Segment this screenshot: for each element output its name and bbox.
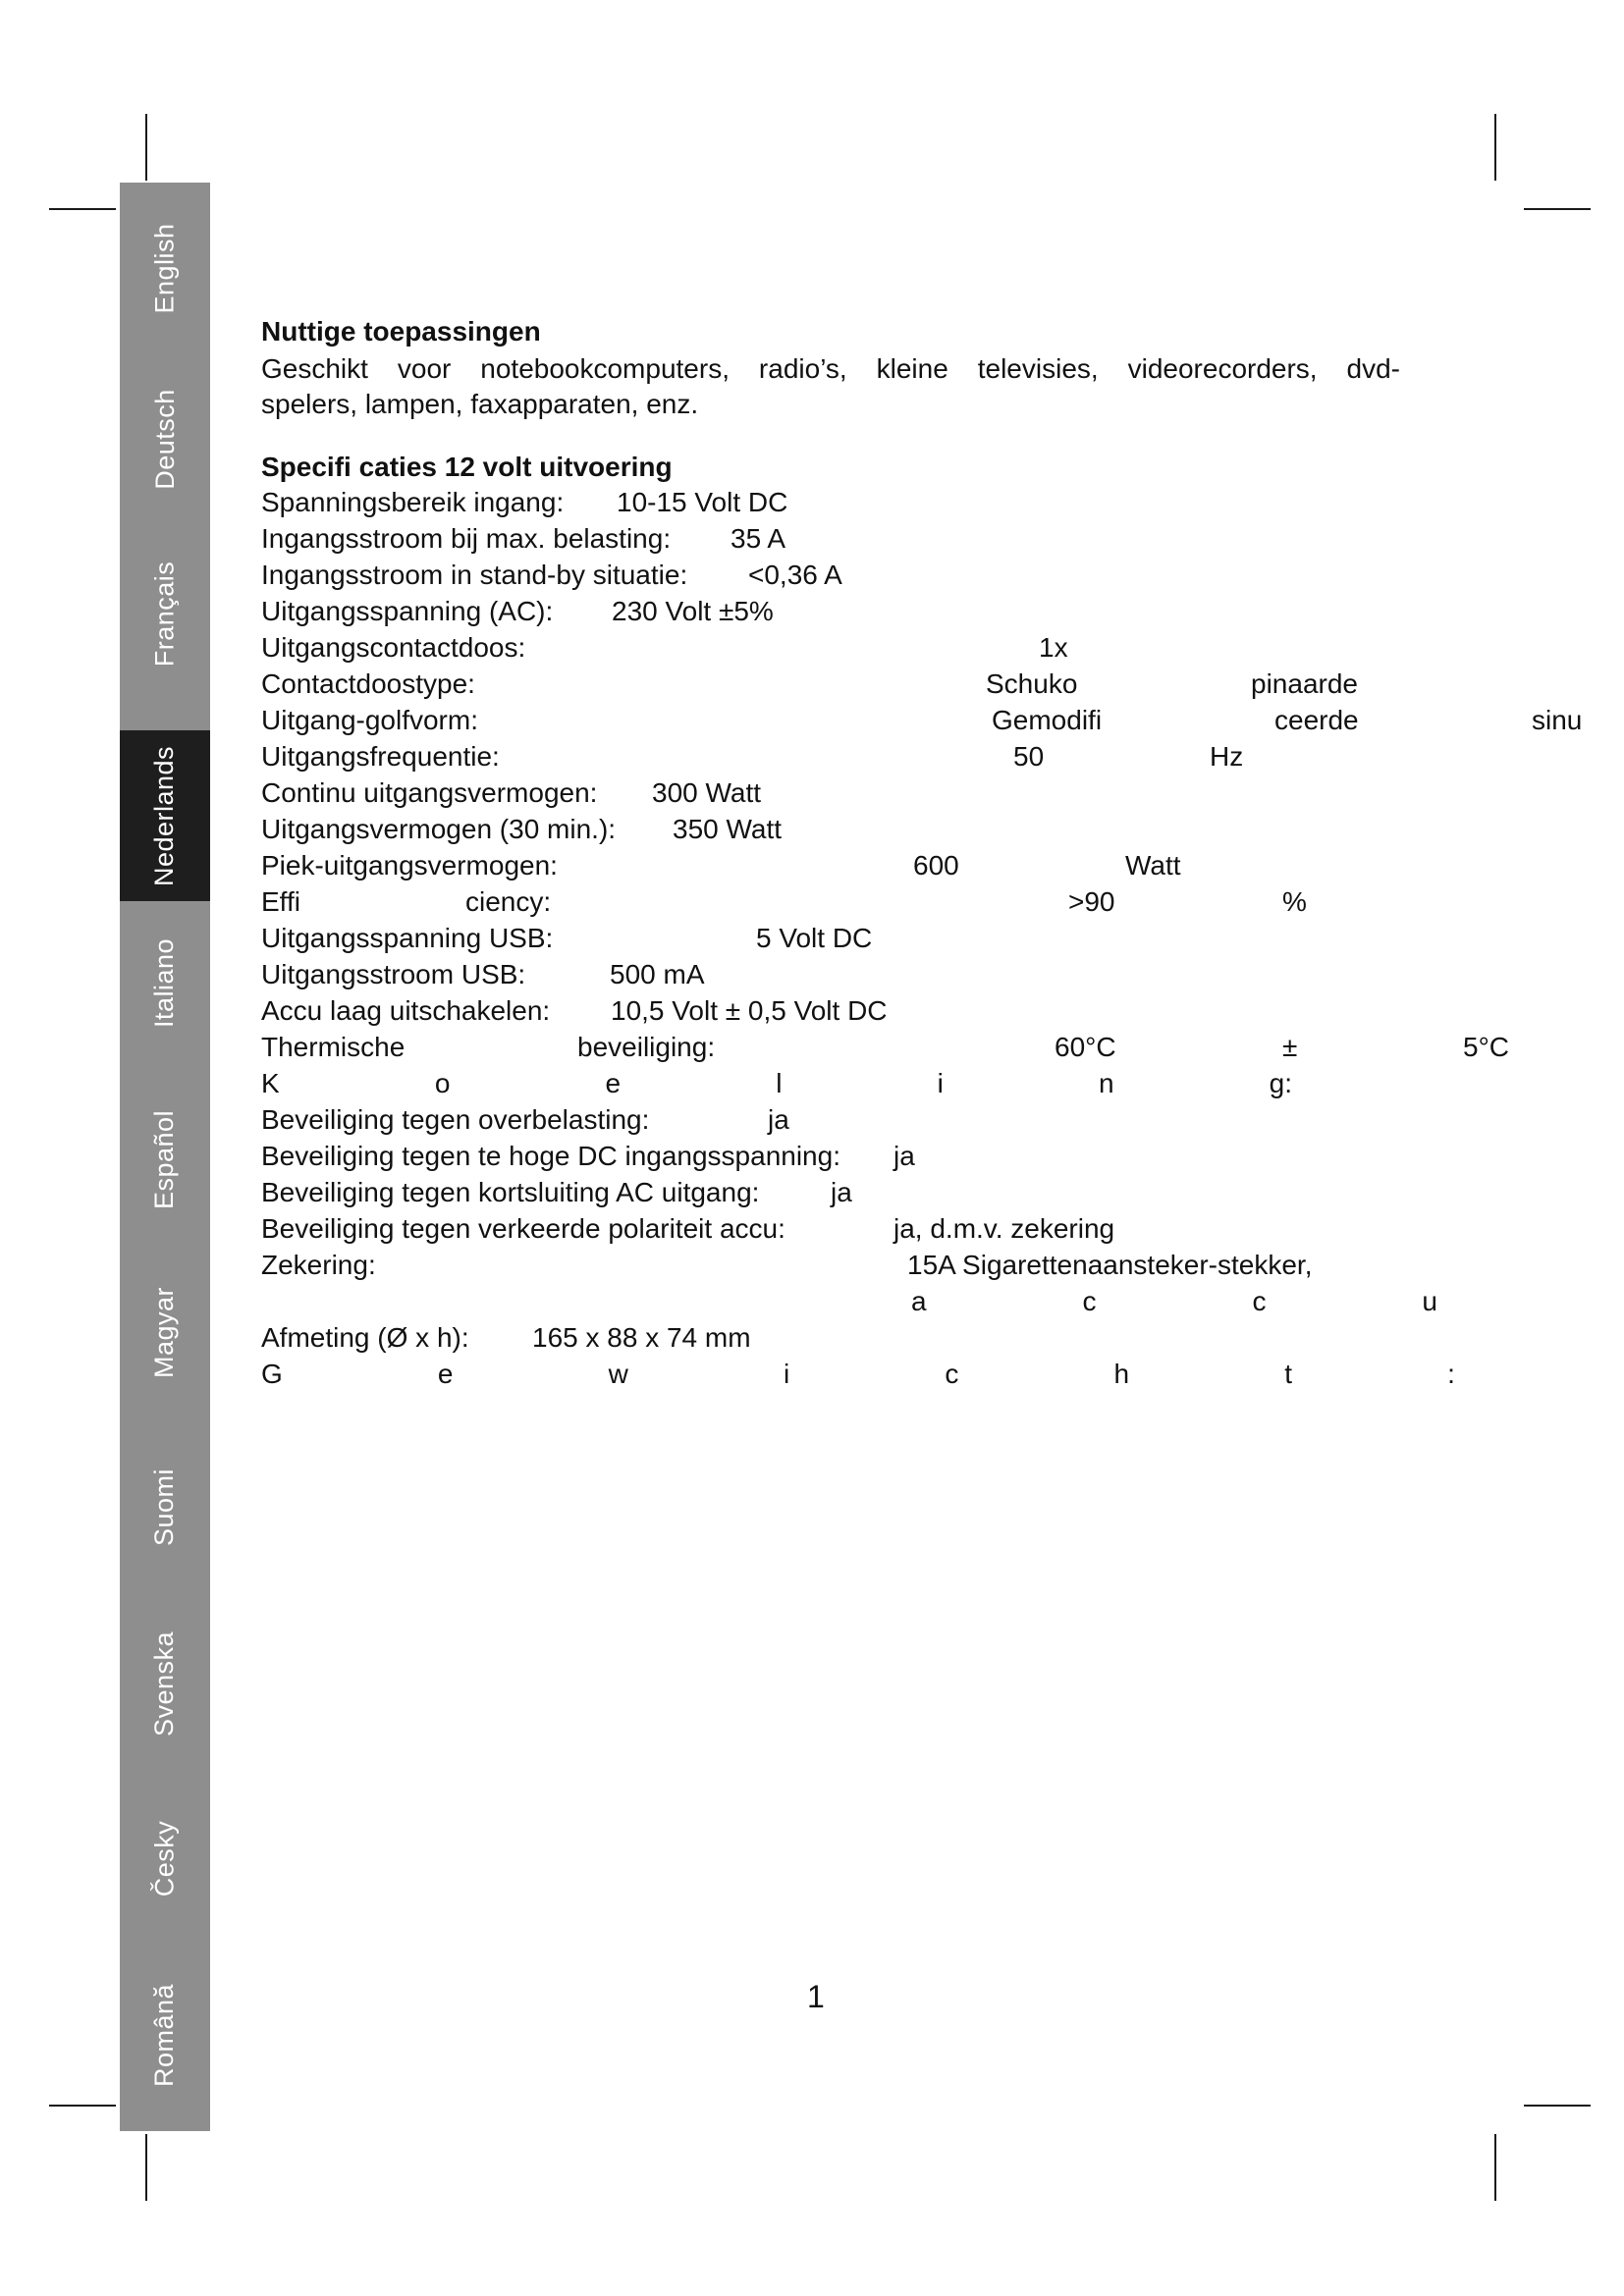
lang-tab-cesky[interactable]	[120, 1773, 210, 1944]
spec-value-afmeting: 165 x 88 x 74 mm	[532, 1322, 751, 1353]
letter: K	[261, 1068, 280, 1098]
spec-label-uitgangsspanning-ac: Uitgangsspanning (AC):	[261, 596, 554, 626]
spec-value-contactdoostype-2: pinaarde	[1251, 668, 1358, 699]
letter: h	[1113, 1359, 1130, 1389]
lang-tab-romana[interactable]	[120, 1949, 210, 2120]
letter: w	[608, 1359, 628, 1389]
letter: :	[1447, 1359, 1455, 1389]
letter: G	[261, 1359, 283, 1389]
lang-tab-label: Magyar	[149, 1286, 180, 1378]
letter: l	[776, 1068, 783, 1098]
lang-tab-svenska[interactable]	[120, 1598, 210, 1769]
spec-label-contactdoostype: Contactdoostype:	[261, 668, 475, 699]
letter: i	[937, 1068, 944, 1098]
spec-label-usb-stroom: Uitgangsstroom USB:	[261, 959, 526, 989]
lang-tab-italiano[interactable]	[120, 897, 210, 1068]
crop-mark-top-left	[145, 114, 147, 181]
lang-tab-label: Svenska	[149, 1630, 180, 1736]
crop-mark-top-left-h	[49, 208, 116, 210]
lang-tab-label: Français	[149, 561, 180, 667]
lang-tab-espanol[interactable]	[120, 1074, 210, 1245]
crop-mark-bottom-left-h	[49, 2105, 116, 2107]
letter: n	[1098, 1068, 1114, 1098]
applications-paragraph	[261, 351, 1400, 422]
letter: e	[605, 1068, 622, 1098]
spec-value-thermische-2: ±	[1282, 1032, 1298, 1062]
heading-specificaties: Specifi caties 12 volt uitvoering	[261, 452, 673, 482]
letter: t	[1284, 1359, 1293, 1389]
spec-value-usb-stroom: 500 mA	[610, 959, 705, 989]
spec-value-hoge-dc: ja	[893, 1141, 915, 1171]
spec-value-overbelasting: ja	[768, 1104, 789, 1135]
language-sidebar	[120, 183, 210, 2131]
spec-label-piek-vermogen: Piek-uitgangsvermogen:	[261, 850, 558, 881]
lang-tab-label: Nederlands	[149, 745, 180, 886]
spec-value-piek-vermogen-2: Watt	[1125, 850, 1181, 881]
crop-mark-bottom-right-h	[1524, 2105, 1591, 2107]
spec-label-thermische-2: beveiliging:	[577, 1032, 716, 1062]
spec-label-zekering: Zekering:	[261, 1250, 376, 1280]
letter: o	[434, 1068, 451, 1098]
spec-value-usb-spanning: 5 Volt DC	[756, 923, 873, 953]
crop-mark-top-right	[1494, 114, 1496, 181]
lang-tab-deutsch[interactable]	[120, 353, 210, 524]
lang-tab-label: Suomi	[149, 1468, 180, 1546]
letter: g:	[1269, 1068, 1292, 1098]
spec-label-polariteit: Beveiliging tegen verkeerde polariteit accu:	[261, 1213, 785, 1244]
crop-mark-bottom-right	[1494, 2134, 1496, 2201]
spec-value-accu-laag: 10,5 Volt ± 0,5 Volt DC	[611, 995, 888, 1026]
spec-label-uitgangscontactdoos: Uitgangscontactdoos:	[261, 632, 526, 663]
lang-tab-francais[interactable]	[120, 528, 210, 699]
spec-value-frequentie-2: Hz	[1210, 741, 1244, 772]
spec-label-ingangsstroom-standby: Ingangsstroom in stand-by situatie:	[261, 560, 688, 590]
letter: i	[784, 1359, 790, 1389]
spec-label-overbelasting: Beveiliging tegen overbelasting:	[261, 1104, 650, 1135]
lang-tab-english[interactable]	[120, 183, 210, 353]
spec-label-usb-spanning: Uitgangsspanning USB:	[261, 923, 554, 953]
spec-value-efficiency-1: >90	[1068, 886, 1115, 917]
spec-label-hoge-dc: Beveiliging tegen te hoge DC ingangsspanning:	[261, 1141, 840, 1171]
spec-zekering-spaced	[911, 1284, 1437, 1319]
letter: c	[1252, 1286, 1267, 1316]
lang-tab-label: Deutsch	[149, 388, 180, 490]
spec-value-uitgangscontactdoos: 1x	[1039, 632, 1068, 663]
spec-value-continu-vermogen: 300 Watt	[652, 777, 762, 808]
spec-value-frequentie-1: 50	[1013, 741, 1045, 772]
spec-value-ingangsstroom-max: 35 A	[731, 523, 786, 554]
spec-label-ingangsstroom-max: Ingangsstroom bij max. belasting:	[261, 523, 672, 554]
spec-value-contactdoostype-1: Schuko	[986, 668, 1078, 699]
spec-label-efficiency-2: ciency:	[465, 886, 552, 917]
letter: c	[1082, 1286, 1097, 1316]
spec-label-spanningsbereik: Spanningsbereik ingang:	[261, 487, 565, 517]
lang-tab-label: Česky	[149, 1820, 180, 1896]
lang-tab-label: Español	[149, 1109, 180, 1209]
letter: a	[911, 1286, 927, 1316]
spec-value-golfvorm-2: ceerde	[1274, 705, 1359, 735]
spec-value-efficiency-2: %	[1282, 886, 1307, 917]
letter: u	[1422, 1286, 1437, 1316]
crop-mark-top-right-h	[1524, 208, 1591, 210]
letter: c	[945, 1359, 959, 1389]
spec-value-polariteit: ja, d.m.v. zekering	[893, 1213, 1115, 1244]
letter: e	[437, 1359, 454, 1389]
lang-tab-label: Română	[149, 1983, 180, 2087]
spec-value-zekering: 15A Sigarettenaansteker-stekker,	[907, 1250, 1313, 1280]
spec-value-kortsluiting: ja	[831, 1177, 852, 1207]
spec-label-afmeting: Afmeting (Ø x h):	[261, 1322, 469, 1353]
spec-value-ingangsstroom-standby: <0,36 A	[748, 560, 842, 590]
page-number: 1	[807, 1979, 825, 2014]
spec-label-efficiency-1: Effi	[261, 886, 300, 917]
heading-nuttige-toepassingen: Nuttige toepassingen	[261, 316, 541, 347]
applications-line-2: spelers, lampen, faxapparaten, enz.	[261, 389, 699, 419]
lang-tab-suomi[interactable]	[120, 1421, 210, 1592]
spec-label-frequentie: Uitgangsfrequentie:	[261, 741, 500, 772]
lang-tab-nederlands[interactable]	[120, 730, 210, 901]
spec-value-uitgangsspanning-ac: 230 Volt ±5%	[612, 596, 774, 626]
crop-mark-bottom-left	[145, 2134, 147, 2201]
spec-value-thermische-3: 5°C	[1463, 1032, 1509, 1062]
spec-label-kortsluiting: Beveiliging tegen kortsluiting AC uitgang:	[261, 1177, 760, 1207]
lang-tab-label: Italiano	[149, 937, 180, 1028]
spec-label-accu-laag: Accu laag uitschakelen:	[261, 995, 551, 1026]
spec-label-thermische-1: Thermische	[261, 1032, 406, 1062]
spec-label-golfvorm: Uitgang-golfvorm:	[261, 705, 478, 735]
spec-label-vermogen-30min: Uitgangsvermogen (30 min.):	[261, 814, 617, 844]
lang-tab-magyar[interactable]	[120, 1247, 210, 1417]
spec-label-continu-vermogen: Continu uitgangsvermogen:	[261, 777, 598, 808]
spec-value-vermogen-30min: 350 Watt	[673, 814, 783, 844]
spec-value-golfvorm-1: Gemodifi	[992, 705, 1103, 735]
spec-value-golfvorm-3: sinu	[1532, 705, 1583, 735]
spec-koeling-spaced	[261, 1066, 1292, 1101]
spec-value-spanningsbereik: 10-15 Volt DC	[617, 487, 788, 517]
spec-gewicht-spaced	[261, 1357, 1455, 1392]
lang-tab-label: English	[149, 222, 180, 314]
spec-value-thermische-1: 60°C	[1055, 1032, 1116, 1062]
spec-value-piek-vermogen-1: 600	[913, 850, 959, 881]
applications-line-1: Geschikt voor notebookcomputers, radio’s, kleine televisies, videorecorders, dvd-	[261, 353, 1400, 384]
